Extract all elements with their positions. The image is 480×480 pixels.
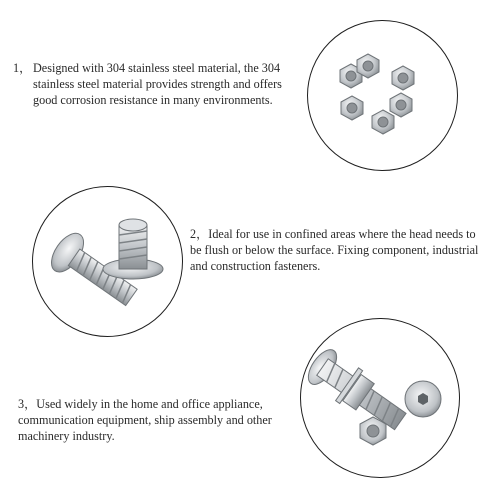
feature-3 bbox=[18, 396, 308, 444]
feature-3-number: 3， bbox=[18, 397, 37, 411]
button-head-screws-image bbox=[32, 186, 183, 337]
assembly-icon bbox=[301, 319, 459, 477]
feature-1-text: Designed with 304 stainless steel material, the 304 stainless steel material provides strength and offers good corrosion resistance in many environments. bbox=[33, 61, 282, 107]
hex-nuts-icon bbox=[308, 21, 457, 170]
feature-2 bbox=[190, 226, 480, 274]
hex-nuts-image bbox=[307, 20, 458, 171]
feature-1 bbox=[13, 60, 303, 108]
feature-3-text: Used widely in the home and office appliance, communication equipment, ship assembly and other machinery industry. bbox=[18, 397, 272, 443]
feature-1-number: 1， bbox=[13, 61, 32, 75]
feature-2-text: Ideal for use in confined areas where the head needs to be flush or below the surface. Fixing component, industrial and construction fasteners. bbox=[190, 227, 479, 273]
feature-2-number: 2， bbox=[190, 227, 209, 241]
screws-icon bbox=[33, 187, 182, 336]
screw-nut-assembly-image bbox=[300, 318, 460, 478]
